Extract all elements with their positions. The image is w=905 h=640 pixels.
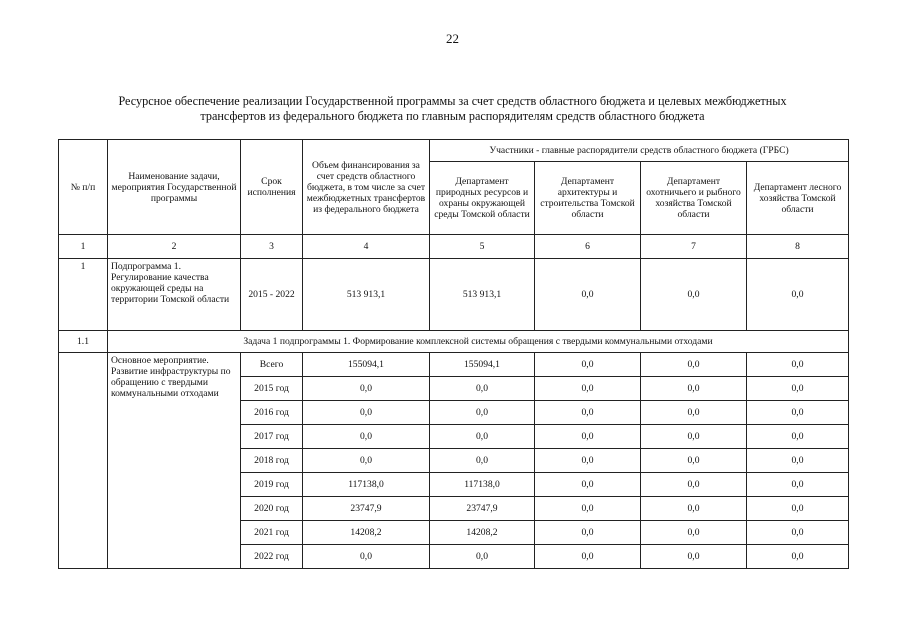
subprogram-dept-natural-resources: 513 913,1 xyxy=(430,259,535,331)
header-dept-hunting-fishing: Департамент охотничьего и рыбного хозяйства Томской области xyxy=(641,162,747,235)
row-dept-hunting-fishing: 0,0 xyxy=(641,449,747,473)
task-text: Задача 1 подпрограммы 1. Формирование комплексной системы обращения с твердыми коммунальными отходами xyxy=(108,331,849,353)
col-number: 2 xyxy=(108,235,241,259)
subprogram-dept-forestry: 0,0 xyxy=(747,259,849,331)
row-dept-forestry: 0,0 xyxy=(747,545,849,569)
col-number: 3 xyxy=(241,235,303,259)
row-dept-natural-resources: 155094,1 xyxy=(430,353,535,377)
row-dept-forestry: 0,0 xyxy=(747,377,849,401)
row-dept-natural-resources: 14208,2 xyxy=(430,521,535,545)
row-volume: 0,0 xyxy=(303,401,430,425)
task-row xyxy=(59,331,849,353)
task-num: 1.1 xyxy=(59,331,108,353)
col-number: 1 xyxy=(59,235,108,259)
header-num: № п/п xyxy=(59,140,108,235)
page-number: 22 xyxy=(446,31,459,46)
row-dept-forestry: 0,0 xyxy=(747,449,849,473)
col-number: 5 xyxy=(430,235,535,259)
header-term: Срок исполнения xyxy=(241,140,303,235)
row-volume: 0,0 xyxy=(303,377,430,401)
activity-name: Основное мероприятие. Развитие инфраструктуры по обращению с твердыми коммунальными отходами xyxy=(108,353,241,569)
row-dept-hunting-fishing: 0,0 xyxy=(641,521,747,545)
row-term: 2020 год xyxy=(241,497,303,521)
row-dept-natural-resources: 0,0 xyxy=(430,545,535,569)
header-dept-forestry: Департамент лесного хозяйства Томской области xyxy=(747,162,849,235)
row-dept-hunting-fishing: 0,0 xyxy=(641,425,747,449)
row-term: 2022 год xyxy=(241,545,303,569)
row-dept-hunting-fishing: 0,0 xyxy=(641,473,747,497)
row-dept-natural-resources: 0,0 xyxy=(430,449,535,473)
header-name: Наименование задачи, мероприятия Государственной программы xyxy=(108,140,241,235)
row-volume: 155094,1 xyxy=(303,353,430,377)
row-dept-forestry: 0,0 xyxy=(747,425,849,449)
row-volume: 0,0 xyxy=(303,545,430,569)
row-dept-natural-resources: 0,0 xyxy=(430,401,535,425)
row-dept-architecture: 0,0 xyxy=(535,377,641,401)
row-dept-architecture: 0,0 xyxy=(535,401,641,425)
row-volume: 23747,9 xyxy=(303,497,430,521)
row-dept-natural-resources: 117138,0 xyxy=(430,473,535,497)
row-dept-hunting-fishing: 0,0 xyxy=(641,401,747,425)
row-term: 2018 год xyxy=(241,449,303,473)
row-dept-natural-resources: 0,0 xyxy=(430,377,535,401)
row-dept-architecture: 0,0 xyxy=(535,425,641,449)
subprogram-dept-hunting-fishing: 0,0 xyxy=(641,259,747,331)
document-title xyxy=(60,94,845,124)
budget-table xyxy=(58,139,849,569)
row-volume: 0,0 xyxy=(303,425,430,449)
row-dept-architecture: 0,0 xyxy=(535,449,641,473)
row-dept-forestry: 0,0 xyxy=(747,401,849,425)
row-dept-architecture: 0,0 xyxy=(535,497,641,521)
row-term: Всего xyxy=(241,353,303,377)
row-dept-natural-resources: 0,0 xyxy=(430,425,535,449)
row-dept-hunting-fishing: 0,0 xyxy=(641,497,747,521)
row-dept-hunting-fishing: 0,0 xyxy=(641,545,747,569)
header-row-1 xyxy=(59,140,849,162)
row-term: 2021 год xyxy=(241,521,303,545)
subprogram-name: Подпрограмма 1. Регулирование качества окружающей среды на территории Томской области xyxy=(108,259,241,331)
subprogram-row xyxy=(59,259,849,331)
subprogram-term: 2015 - 2022 xyxy=(241,259,303,331)
subprogram-dept-architecture: 0,0 xyxy=(535,259,641,331)
header-dept-natural-resources: Департамент природных ресурсов и охраны окружающей среды Томской области xyxy=(430,162,535,235)
row-dept-forestry: 0,0 xyxy=(747,497,849,521)
title-line-1: Ресурсное обеспечение реализации Государственной программы за счет средств областного бюджета и целевых межбюджетных xyxy=(118,94,787,108)
header-volume: Объем финансирования за счет средств областного бюджета, в том числе за счет межбюджетных трансфертов из федерального бюджета xyxy=(303,140,430,235)
header-dept-architecture: Департамент архитектуры и строительства Томской области xyxy=(535,162,641,235)
col-number: 8 xyxy=(747,235,849,259)
header-participants: Участники - главные распорядители средств областного бюджета (ГРБС) xyxy=(430,140,849,162)
table-row xyxy=(59,353,849,377)
row-dept-forestry: 0,0 xyxy=(747,473,849,497)
activity-num xyxy=(59,353,108,569)
row-dept-architecture: 0,0 xyxy=(535,521,641,545)
row-dept-natural-resources: 23747,9 xyxy=(430,497,535,521)
col-number: 4 xyxy=(303,235,430,259)
row-dept-architecture: 0,0 xyxy=(535,545,641,569)
row-term: 2016 год xyxy=(241,401,303,425)
row-volume: 0,0 xyxy=(303,449,430,473)
row-term: 2017 год xyxy=(241,425,303,449)
row-volume: 117138,0 xyxy=(303,473,430,497)
title-line-2: трансфертов из федерального бюджета по главным распорядителям средств областного бюджета xyxy=(200,109,705,123)
row-term: 2019 год xyxy=(241,473,303,497)
row-volume: 14208,2 xyxy=(303,521,430,545)
subprogram-num: 1 xyxy=(59,259,108,331)
col-number: 7 xyxy=(641,235,747,259)
row-term: 2015 год xyxy=(241,377,303,401)
row-dept-hunting-fishing: 0,0 xyxy=(641,377,747,401)
row-dept-architecture: 0,0 xyxy=(535,353,641,377)
row-dept-hunting-fishing: 0,0 xyxy=(641,353,747,377)
column-number-row xyxy=(59,235,849,259)
subprogram-volume: 513 913,1 xyxy=(303,259,430,331)
row-dept-architecture: 0,0 xyxy=(535,473,641,497)
col-number: 6 xyxy=(535,235,641,259)
row-dept-forestry: 0,0 xyxy=(747,521,849,545)
row-dept-forestry: 0,0 xyxy=(747,353,849,377)
